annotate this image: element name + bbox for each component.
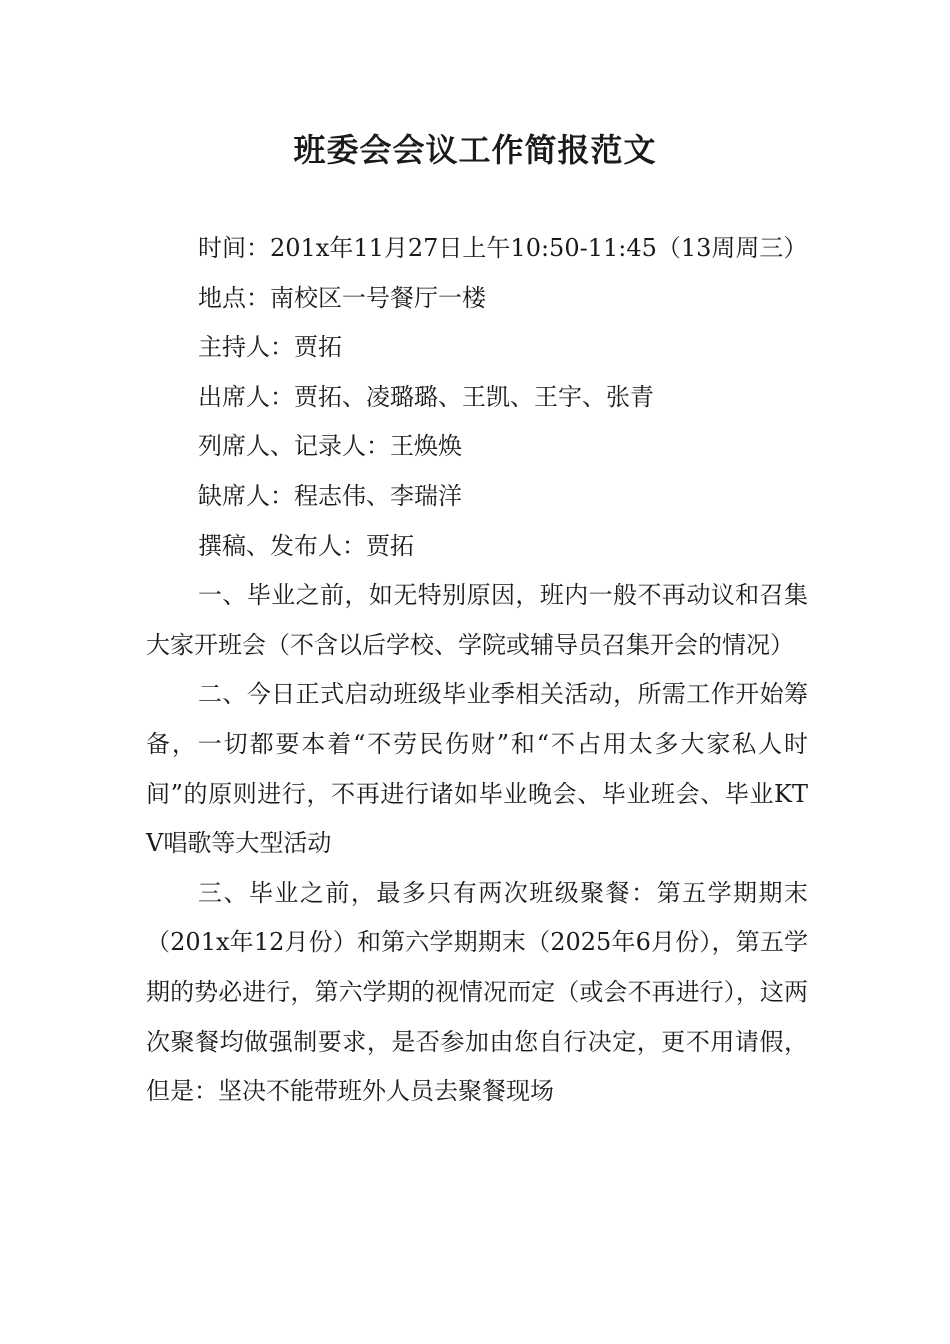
meeting-author-publisher: 撰稿、发布人：贾拓 [198,531,414,560]
meeting-attendees: 出席人：贾拓、凌璐璐、王凯、王宇、张青 [198,382,654,411]
meeting-time: 时间：201x年11月27日上午10:50-11:45（13周周三） [198,234,808,262]
meeting-host: 主持人：贾拓 [198,333,342,362]
meeting-location: 地点：南校区一号餐厅一楼 [198,283,486,312]
meeting-observers-recorder: 列席人、记录人：王焕焕 [198,432,462,461]
item-two-paragraph: 二、今日正式启动班级毕业季相关活动，所需工作开始筹备，一切都要本着“不劳民伤财”和“不占用太多大家私人时间”的原则进行，不再进行诸如毕业晚会、毕业班会、毕业KTV唱歌等大型活动 [146,680,808,858]
item-one-paragraph: 一、毕业之前，如无特别原因，班内一般不再动议和召集大家开班会（不含以后学校、学院或辅导员召集开会的情况） [146,581,808,659]
document-body [146,224,808,1117]
item-three-paragraph: 三、毕业之前，最多只有两次班级聚餐：第五学期期末（201x年12月份）和第六学期期末（2025年6月份），第五学期的势必进行，第六学期的视情况而定（或会不再进行），这两次聚餐均做强制要求，是否参加由您自行决定，更不用请假，但是：坚决不能带班外人员去聚餐现场 [146,878,808,1106]
meeting-absentees: 缺席人：程志伟、李瑞洋 [198,481,462,510]
document-title: 班委会会议工作简报范文 [293,131,657,169]
